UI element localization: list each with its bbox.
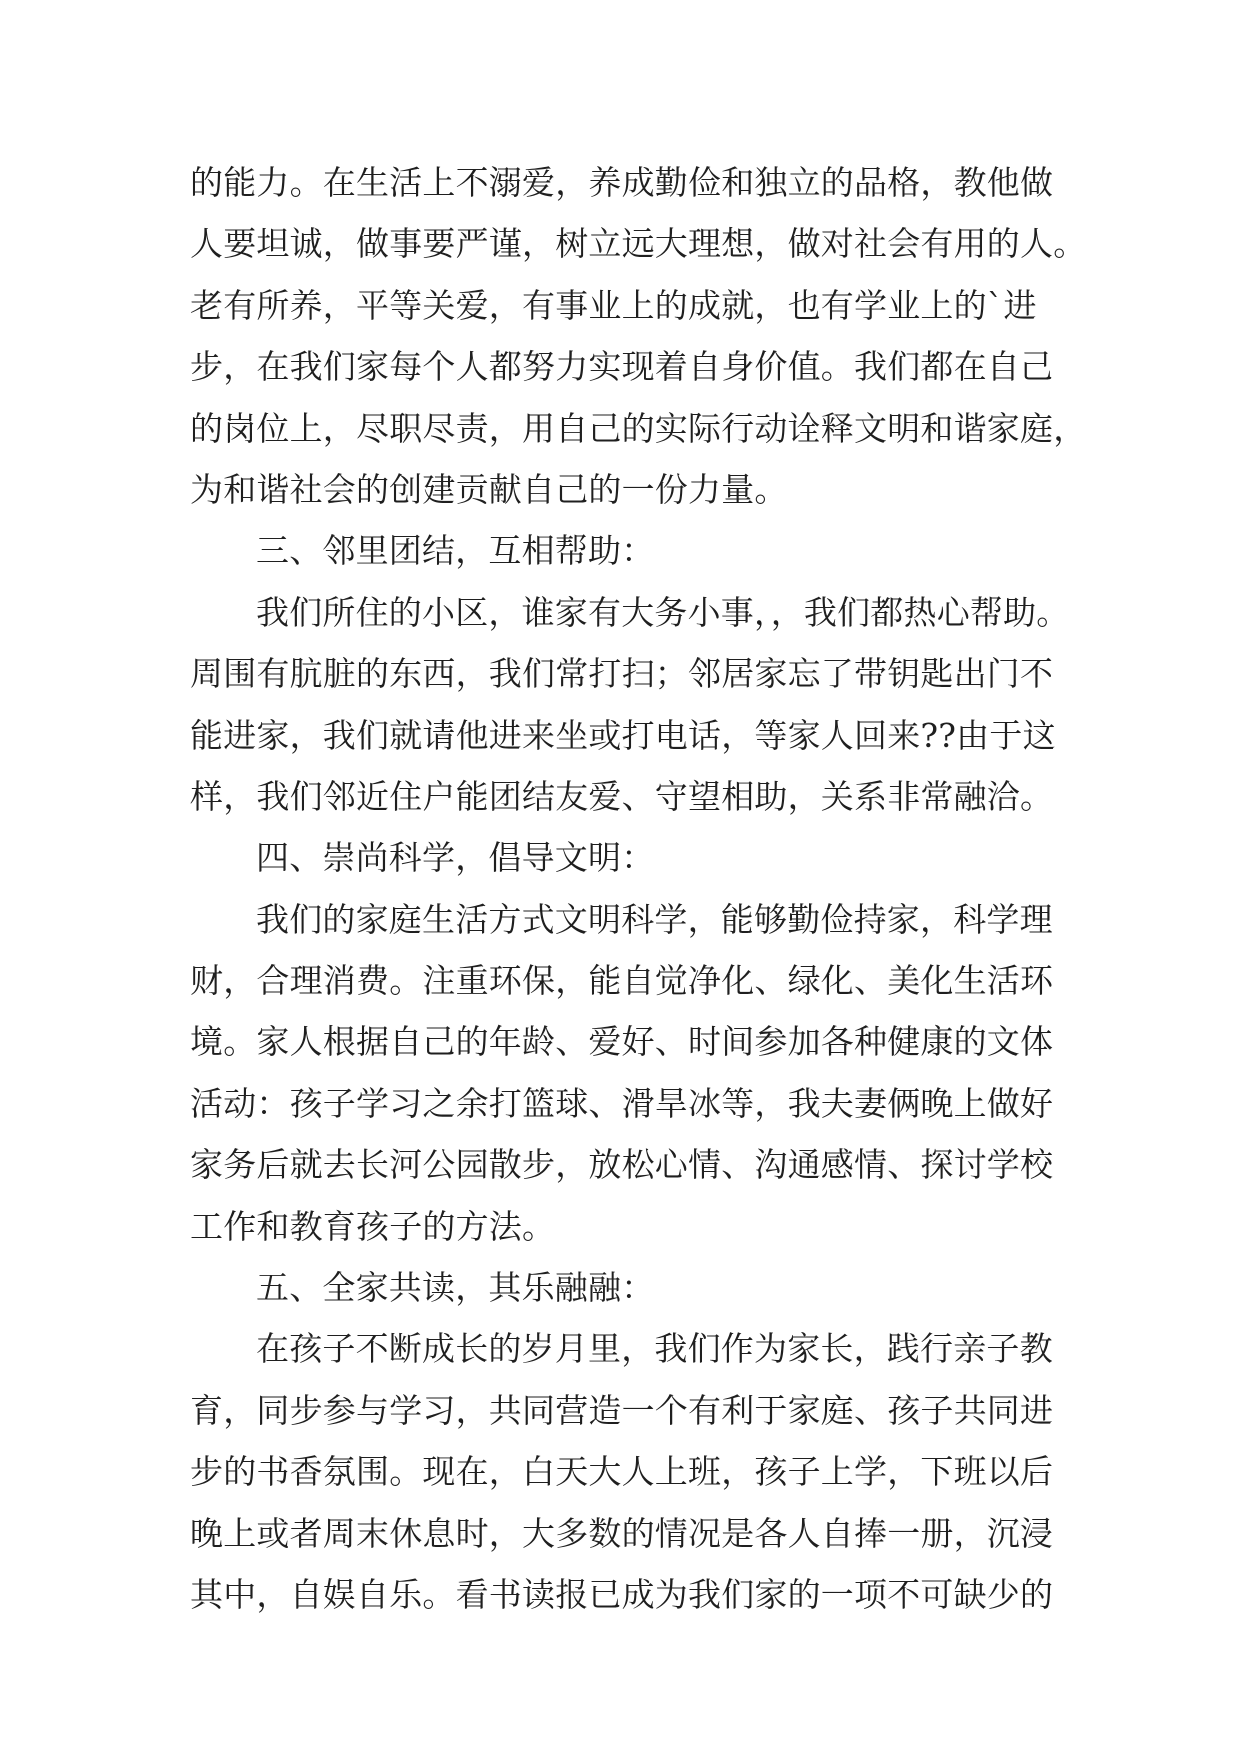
section-heading: 四、崇尚科学，倡导文明： <box>256 838 655 878</box>
text-line: 为和谐社会的创建贡献自己的一份力量。 <box>190 469 788 509</box>
text-line: 晚上或者周末休息时，大多数的情况是各人自捧一册，沉浸 <box>190 1513 1054 1553</box>
text-line: 步的书香氛围。现在，白天大人上班，孩子上学，下班以后 <box>190 1452 1054 1492</box>
paragraph-start: 在孩子不断成长的岁月里，我们作为家长，践行亲子教 <box>256 1329 1053 1369</box>
text-line: 样，我们邻近住户能团结友爱、守望相助，关系非常融洽。 <box>190 776 1054 816</box>
section-heading: 五、全家共读，其乐融融： <box>256 1268 655 1308</box>
text-line: 人要坦诚，做事要严谨，树立远大理想，做对社会有用的人。 <box>190 224 1087 264</box>
text-line: 步，在我们家每个人都努力实现着自身价值。我们都在自己 <box>190 347 1054 387</box>
text-line: 活动：孩子学习之余打篮球、滑旱冰等，我夫妻俩晚上做好 <box>190 1083 1054 1123</box>
text-line: 老有所养，平等关爱，有事业上的成就，也有学业上的`进 <box>190 285 1037 325</box>
text-line: 的岗位上，尽职尽责，用自己的实际行动诠释文明和谐家庭， <box>190 408 1087 448</box>
text-line: 家务后就去长河公园散步，放松心情、沟通感情、探讨学校 <box>190 1145 1054 1185</box>
text-line: 育，同步参与学习，共同营造一个有利于家庭、孩子共同进 <box>190 1390 1054 1430</box>
text-line: 其中，自娱自乐。看书读报已成为我们家的一项不可缺少的 <box>190 1574 1054 1614</box>
text-line: 周围有肮脏的东西，我们常打扫；邻居家忘了带钥匙出门不 <box>190 654 1054 694</box>
paragraph-start: 我们所住的小区，谁家有大务小事，，我们都热心帮助。 <box>256 592 1070 632</box>
text-line: 境。家人根据自己的年龄、爱好、时间参加各种健康的文体 <box>190 1022 1054 1062</box>
section-heading: 三、邻里团结，互相帮助： <box>256 531 655 571</box>
text-line: 工作和教育孩子的方法。 <box>190 1206 556 1246</box>
paragraph-start: 我们的家庭生活方式文明科学，能够勤俭持家，科学理 <box>256 899 1053 939</box>
text-line: 财，合理消费。注重环保，能自觉净化、绿化、美化生活环 <box>190 961 1054 1001</box>
body-text <box>190 152 1087 1625</box>
text-line: 能进家，我们就请他进来坐或打电话，等家人回来??由于这 <box>190 715 1056 755</box>
text-line: 的能力。在生活上不溺爱，养成勤俭和独立的品格，教他做 <box>190 163 1054 202</box>
